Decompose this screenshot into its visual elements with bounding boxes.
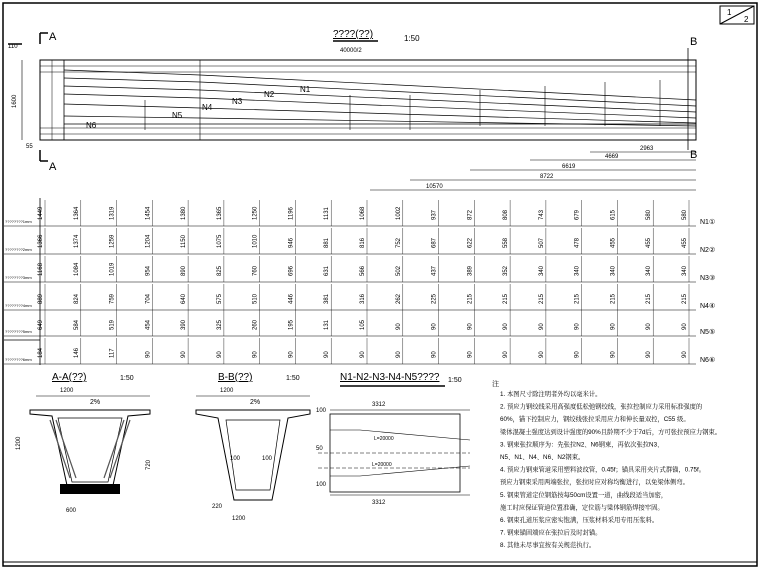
note-line: 2. 预应力钢绞线采用高强度低松弛钢绞线，张拉控制应力采用标准强度的 [500, 403, 703, 411]
table-cell: 615 [610, 209, 617, 220]
section-a-scale: 1:50 [120, 375, 134, 382]
note-line: 7. 钢束锚固端应在张拉后及时封锚。 [500, 529, 602, 537]
table-cell: 1365 [216, 206, 223, 220]
tendon-detail-dim-a: 100 [316, 408, 327, 414]
table-cell: 566 [360, 265, 366, 276]
elevation-scale-under: 40000/2 [340, 48, 362, 54]
notes-heading: 注 [492, 381, 499, 388]
table-cell: 90 [610, 351, 617, 358]
table-cell: 1374 [73, 234, 80, 248]
section-b-dim-base: 220 [212, 504, 223, 510]
table-row-end-label: N2② [700, 247, 716, 254]
table-cell: 90 [467, 351, 474, 358]
table-cell: 752 [395, 237, 402, 248]
table-cell: 90 [252, 351, 259, 358]
left-dim-bottom: 55 [26, 144, 33, 150]
section-mark-a-bottom: A [49, 161, 57, 173]
table-cell: 90 [395, 351, 402, 358]
tendon-detail-dim-bottom: 3312 [372, 500, 386, 506]
table-cell: 90 [395, 323, 402, 330]
table-cell: 954 [145, 265, 152, 276]
note-line: 5. 钢束管道定位钢筋按每50cm设置一道，曲线段适当加密， [500, 491, 668, 499]
table-cell: 340 [538, 265, 545, 276]
table-cell: 816 [360, 237, 366, 248]
table-cell: 90 [467, 323, 474, 330]
section-b-dim-inner-2: 100 [262, 456, 273, 462]
section-b-dim-inner-1: 100 [230, 456, 241, 462]
tendon-detail-label-1: L=20000 [374, 436, 394, 442]
table-cell: 90 [431, 351, 438, 358]
section-b-scale: 1:50 [286, 375, 300, 382]
table-cell: 146 [73, 347, 80, 358]
table-cell: 90 [646, 351, 653, 358]
table-cell: 195 [288, 319, 295, 330]
table-cell: 455 [646, 237, 653, 248]
note-line: 施工时应保证管道位置准确，定位筋与梁体钢筋焊接牢固。 [500, 504, 664, 512]
section-b-slope: 2% [250, 399, 261, 406]
table-cell: 631 [324, 265, 331, 276]
table-cell: 215 [503, 293, 510, 304]
table-cell: 1364 [73, 206, 80, 220]
section-mark-b-bottom: B [690, 149, 698, 161]
table-cell: 340 [574, 265, 581, 276]
notes-block [492, 379, 721, 549]
table-cell: 1150 [181, 235, 188, 248]
note-line: 8. 其他未尽事宜按有关规范执行。 [500, 542, 596, 550]
table-cell: 340 [682, 265, 688, 276]
table-cell: 215 [574, 293, 581, 304]
table-cell: 90 [324, 351, 331, 358]
length-dim-4: 8722 [540, 174, 554, 180]
page-number-current: 1 [727, 8, 732, 17]
table-cell: 455 [682, 237, 688, 248]
tendon-detail-scale: 1:50 [448, 377, 462, 384]
table-cell: 215 [538, 293, 545, 304]
table-row-label: ????????5mm [5, 329, 32, 334]
table-cell: 1250 [252, 206, 259, 220]
section-a-dim-left: 1200 [16, 436, 22, 450]
note-line: 预应力钢束采用两端张拉，张拉时应对称均衡进行，以免梁体侧弯。 [500, 479, 689, 487]
table-cell: 1002 [395, 206, 402, 220]
table-cell: 90 [646, 323, 653, 330]
section-a-title: A-A(??) [52, 372, 87, 383]
table-cell: 262 [395, 293, 402, 304]
table-row-end-label: N6⑥ [700, 357, 716, 364]
table-cell: 325 [216, 319, 223, 330]
table-cell: 90 [682, 351, 688, 358]
table-cell: 696 [288, 265, 295, 276]
table-cell: 872 [467, 209, 474, 220]
table-cell: 1380 [181, 206, 188, 220]
left-dim-height: 1600 [12, 94, 18, 108]
table-cell: 389 [467, 265, 474, 276]
table-cell: 946 [288, 237, 295, 248]
section-b-title: B-B(??) [218, 372, 253, 383]
note-line: 梁体混凝土强度达到设计强度的90%且龄期不少于7d后，方可张拉预应力钢束。 [500, 428, 722, 436]
table-cell: 90 [503, 351, 510, 358]
table-row-end-label: N3③ [700, 275, 716, 282]
table-row-label: ????????3mm [5, 275, 32, 280]
note-line: N5、N1、N4、N6、N2钢束。 [500, 454, 585, 461]
tendon-coordinate-table [4, 198, 715, 365]
table-cell: 90 [288, 351, 295, 358]
table-cell: 679 [574, 209, 581, 220]
tendon-label-n3: N3 [232, 97, 243, 106]
tendon-detail-title: N1-N2-N3-N4-N5???? [340, 372, 440, 383]
table-cell: 743 [538, 209, 545, 220]
length-dim-3: 6619 [562, 164, 576, 170]
table-cell: 1366 [38, 234, 44, 248]
section-a-dim-right: 720 [146, 459, 152, 470]
tendon-label-n2: N2 [264, 90, 275, 99]
table-cell: 90 [682, 323, 688, 330]
table-cell: 90 [538, 351, 545, 358]
length-dim-1: 2963 [640, 146, 654, 152]
table-cell: 580 [646, 209, 653, 220]
tendon-detail-view [316, 372, 470, 506]
tendon-detail-dim-top: 3312 [372, 402, 386, 408]
table-cell: 1196 [288, 207, 295, 220]
length-dim-5: 10570 [426, 184, 443, 190]
elevation-title: ????(??) [333, 29, 374, 40]
table-cell: 558 [503, 237, 510, 248]
table-cell: 215 [467, 293, 474, 304]
tendon-label-n4: N4 [202, 103, 213, 112]
table-cell: 1204 [145, 234, 152, 248]
table-row-label: ????????4mm [5, 303, 32, 308]
table-cell: 640 [181, 293, 188, 304]
table-cell: 90 [145, 351, 152, 358]
note-line: 4. 预应力钢束管道采用塑料波纹管，0.45f；锚具采用夹片式群锚，0.75f。 [500, 466, 706, 474]
table-cell: 580 [682, 209, 688, 220]
table-cell: 316 [360, 293, 366, 304]
table-cell: 454 [145, 319, 152, 330]
table-cell: 1019 [109, 262, 116, 276]
table-cell: 759 [109, 293, 116, 304]
section-a-slope: 2% [90, 399, 101, 406]
note-line: 3. 钢束张拉顺序为：先张拉N2、N6钢束，再依次张拉N3、 [500, 441, 664, 449]
section-a-dim-bottom: 600 [66, 508, 77, 514]
table-cell: 1010 [252, 234, 259, 248]
table-cell: 437 [431, 265, 438, 276]
table-cell: 1319 [109, 206, 116, 220]
table-cell: 260 [252, 319, 259, 330]
table-cell: 90 [181, 351, 188, 358]
table-cell: 881 [324, 237, 331, 248]
table-cell: 352 [503, 265, 510, 276]
table-cell: 1068 [360, 206, 366, 220]
table-cell: 225 [431, 293, 438, 304]
tendon-detail-label-2: L=20000 [372, 462, 392, 468]
table-row-end-label: N4④ [700, 303, 716, 310]
section-a-top-width: 1200 [60, 388, 74, 394]
table-cell: 889 [38, 293, 44, 304]
table-cell: 1131 [324, 207, 331, 220]
left-dim-top: 110 [8, 44, 18, 50]
table-row-label: ????????1mm [5, 219, 32, 224]
tendon-label-n5: N5 [172, 111, 183, 120]
table-cell: 519 [109, 319, 116, 330]
table-cell: 1168 [38, 263, 44, 276]
tendon-detail-dim-b: 50 [316, 446, 323, 452]
table-cell: 1259 [109, 234, 116, 248]
table-cell: 824 [73, 293, 80, 304]
table-cell: 184 [38, 347, 44, 358]
table-cell: 90 [216, 351, 223, 358]
table-cell: 90 [360, 351, 366, 358]
table-cell: 215 [610, 293, 617, 304]
table-cell: 478 [574, 237, 581, 248]
note-line: 1. 本图尺寸除注明者外均以毫米计。 [500, 391, 602, 398]
table-cell: 90 [574, 351, 581, 358]
table-cell: 215 [682, 293, 688, 304]
table-cell: 584 [73, 319, 80, 330]
table-cell: 117 [109, 348, 116, 358]
table-cell: 381 [324, 293, 331, 304]
table-cell: 937 [431, 209, 438, 220]
table-cell: 507 [538, 237, 545, 248]
table-cell: 105 [360, 319, 366, 330]
table-cell: 1075 [216, 234, 223, 248]
table-cell: 90 [431, 323, 438, 330]
section-b-top-width: 1200 [220, 388, 234, 394]
elevation-view [8, 29, 697, 190]
page-number-box [720, 6, 754, 24]
table-cell: 622 [467, 237, 474, 248]
table-cell: 825 [216, 265, 223, 276]
section-mark-b-top: B [690, 36, 698, 48]
table-cell: 1454 [145, 206, 152, 220]
section-a-view [16, 372, 152, 514]
table-cell: 90 [503, 323, 510, 330]
table-row-end-label: N1① [700, 219, 716, 226]
length-dim-2: 4669 [605, 154, 619, 160]
table-cell: 1084 [73, 262, 80, 276]
table-cell: 390 [181, 319, 188, 330]
table-cell: 687 [431, 237, 438, 248]
table-cell: 340 [610, 265, 617, 276]
section-b-view [196, 372, 310, 522]
note-line: 60%，锚下控制应力，钢绞线张拉采用应力和伸长量双控，C55 级。 [500, 416, 690, 424]
table-cell: 575 [216, 293, 223, 304]
table-row-label: ????????2mm [5, 247, 32, 252]
table-cell: 131 [324, 319, 331, 330]
tendon-label-n1: N1 [300, 85, 311, 94]
table-cell: 1449 [38, 206, 44, 220]
table-cell: 90 [610, 323, 617, 330]
table-cell: 649 [38, 319, 44, 330]
note-line: 6. 钢束孔道压浆应密实饱满，压浆材料采用专用压浆料。 [500, 517, 659, 524]
table-cell: 455 [610, 237, 617, 248]
table-row-label: ????????6mm [5, 357, 32, 362]
elevation-scale: 1:50 [404, 34, 420, 43]
section-mark-a-top: A [49, 31, 57, 43]
section-b-dim-bottom: 1200 [232, 516, 246, 522]
tendon-detail-dim-c: 100 [316, 482, 327, 488]
page-number-total: 2 [744, 15, 749, 24]
table-cell: 215 [646, 293, 653, 304]
table-cell: 808 [503, 209, 510, 220]
table-cell: 90 [538, 323, 545, 330]
table-cell: 502 [395, 265, 402, 276]
table-cell: 890 [181, 265, 188, 276]
table-cell: 90 [574, 323, 581, 330]
table-row-end-label: N5⑤ [700, 329, 716, 336]
table-cell: 446 [288, 293, 295, 304]
table-cell: 704 [145, 293, 152, 304]
table-cell: 340 [646, 265, 653, 276]
table-cell: 760 [252, 265, 259, 276]
tendon-label-n6: N6 [86, 121, 97, 130]
table-cell: 510 [252, 293, 259, 304]
